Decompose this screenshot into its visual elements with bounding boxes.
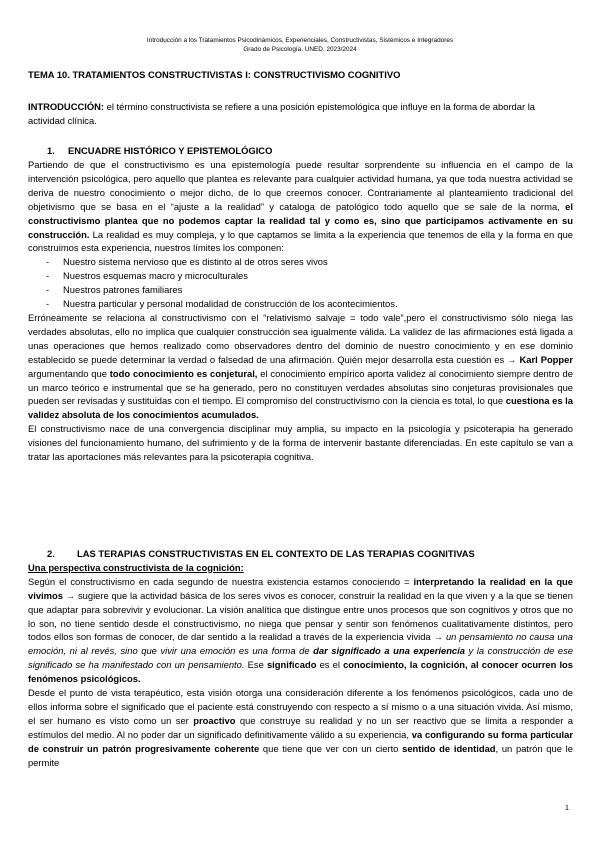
section-2-body (28, 547, 573, 770)
section-1-heading (28, 145, 272, 156)
section-2-subheading: Una perspectiva constructivista de la cognición: (28, 561, 244, 573)
text-run: , un patrón que le permite (28, 742, 573, 768)
text-run: Según el constructivismo en cada segundo de nuestra existencia estamos conociendo = (28, 575, 414, 587)
section-1-title: ENCUADRE HISTÓRICO Y EPISTEMOLÓGICO (68, 145, 273, 156)
text-run: → sugiere que la actividad básica de los seres vivos es conocer, construir la realidad en la que viven y a la que se tienen que adaptar para sobrevivir y evolucionar. La visión analítica que distingue entre unos procesos que son cognitivos y otros que no lo son, no tiene sentido desde el constructivismo, no niega que pensar y sentir son fenómenos cualitativamente distintos, pero todos ellos son formas de conocer, de dar sentido a la realidad a través de la experiencia vivida → (28, 589, 573, 643)
introduction-paragraph (28, 100, 573, 128)
section-2-paragraph-1 (28, 575, 573, 686)
bold-text-run: cuestiona es la validez absoluta de los conocimientos acumulados. (28, 395, 573, 421)
list-item: - Nuestra particular y personal modalidad de construcción de los acontecimientos. (46, 297, 573, 311)
section-1-body (28, 158, 573, 464)
bold-text-run: significado (266, 659, 317, 671)
bold-text-run: el constructivismo plantea que no podemos captar la realidad tal y como es, sino que participamos activamente en su construcción. (28, 200, 573, 240)
running-header-course: Introducción a los Tratamientos Psicodinámicos, Experienciales, Constructivistas, Sistémicos e Integradores (146, 37, 454, 44)
italic-text-run: y la construcción de ese significado se ha manifestado con un pensamiento. (28, 645, 573, 671)
section-1-number: 1. (47, 145, 55, 156)
text-run: Ese (244, 659, 267, 671)
bold-text-run: conocimiento, la cognición, al conocer ocurren los fenómenos psicológicos. (28, 659, 573, 685)
section-2-title: LAS TERAPIAS CONSTRUCTIVISTAS EN EL CONTEXTO DE LAS TERAPIAS COGNITIVAS (77, 548, 475, 559)
section-2-number: 2. (47, 548, 55, 559)
text-run: es el (316, 659, 344, 671)
introduction-label: INTRODUCCIÓN: (28, 101, 105, 112)
section-1-paragraph-2 (28, 311, 573, 422)
bold-italic-text-run: dar significado a una experiencia (313, 645, 465, 657)
text-run: que construye su realidad y no un ser reactivo que se limita a responder a estímulos del medio. Al no poder dar un significado definitivamente válido a su experiencia, (28, 714, 573, 740)
list-item: - Nuestro sistema nervioso que es distinto al de otros seres vivos (46, 255, 573, 269)
page-number: 1 (564, 803, 569, 812)
section-2-paragraph-2 (28, 686, 573, 769)
bold-text-run: sentido de identidad (402, 742, 496, 754)
bold-text-run: interpretando la realidad en la que vivimos (28, 575, 573, 601)
bold-text-run: todo conocimiento es conjetural, (109, 367, 258, 379)
text-run: Erróneamente se relaciona al constructivismo con el “relativismo salvaje = todo vale”,pero el constructivismo sólo niega las verdades absolutas, ello no implica que cualquier construcción sea igualmente válida. La validez de las afirmaciones está ligada a unas operaciones que hemos realizado como observadores dentro del dominio de nuestro conocimiento y en ese dominio establecido se puede determinar la verdad o falsedad de una afirmación. Quién mejor desarrolla esta cuestión es → (28, 311, 573, 365)
section-2-heading (28, 547, 573, 561)
text-run: el conocimiento empírico aporta validez al conocimiento siempre dentro de un marco teórico e instrumental que se ha generado, pero no constituyen verdades absolutas sino conjeturas provisionales que pueden ser revisadas y sustituidas con el tiempo. El compromiso del constructivismo con la ciencia es total, lo que (28, 367, 573, 407)
text-run: Desde el punto de vista terapéutico, esta visión otorga una consideración diferente a los fenómenos psicológicos, cada uno de ellos informa sobre el significado que el paciente está construyendo con respecto a sí mismo o a una situación vivida. Así mismo, el ser humano es visto como un ser (28, 687, 573, 726)
limits-list (28, 255, 573, 311)
section-1-paragraph-1 (28, 158, 573, 255)
bold-text-run: va configurando su forma particular de construir un patrón progresivamente coherente (28, 728, 573, 754)
text-run: Partiendo de que el constructivismo es una epistemología puede resultar sorprendente su influencia en el campo de la intervención psicológica, pero aquello que plantea es relevante para cualquier actividad humana, ya que toda nuestra actividad se deriva de nuestro conocimiento o mejor dicho, de lo que creemos conocer. Contrariamente al planteamiento tradicional del objetivismo que se basa en el “ajuste a la realidad” y cataloga de patológico todo aquello que se sale de la norma, (28, 159, 573, 212)
list-item: - Nuestros patrones familiares (46, 283, 573, 297)
text-run: argumentando que (28, 367, 110, 379)
section-1-paragraph-3: El constructivismo nace de una convergencia disciplinar muy amplia, su impacto en la psicología y psicoterapia ha generado visiones del funcionamiento humano, del sufrimiento y de la forma de intervenir bastante diferenciadas. En este capítulo se van a tratar las aportaciones más relevantes para la psicoterapia cognitiva. (28, 423, 573, 463)
introduction-text: el término constructivista se refiere a una posición epistemológica que influye en la forma de abordar la actividad clínica. (28, 101, 536, 126)
document-title: TEMA 10. TRATAMIENTOS CONSTRUCTIVISTAS I: CONSTRUCTIVISMO COGNITIVO (28, 69, 401, 80)
text-run: que tiene que ver con un cierto (259, 742, 403, 754)
text-run: La realidad es muy compleja, y lo que captamos se limita a la experiencia que tenemos de ella y la forma en que construimos esta experiencia, nuestros límites los componen: (28, 228, 573, 254)
bold-text-run: Karl Popper (519, 353, 573, 365)
running-header-degree: Grado de Psicología. UNED. 2023/2024 (243, 46, 357, 53)
bold-text-run: proactivo (193, 714, 236, 726)
list-item: - Nuestros esquemas macro y microculturales (46, 269, 573, 283)
italic-text-run: un pensamiento no causa una emoción, ni al revés, sino que vivir una emoción es una forma de (28, 631, 573, 657)
